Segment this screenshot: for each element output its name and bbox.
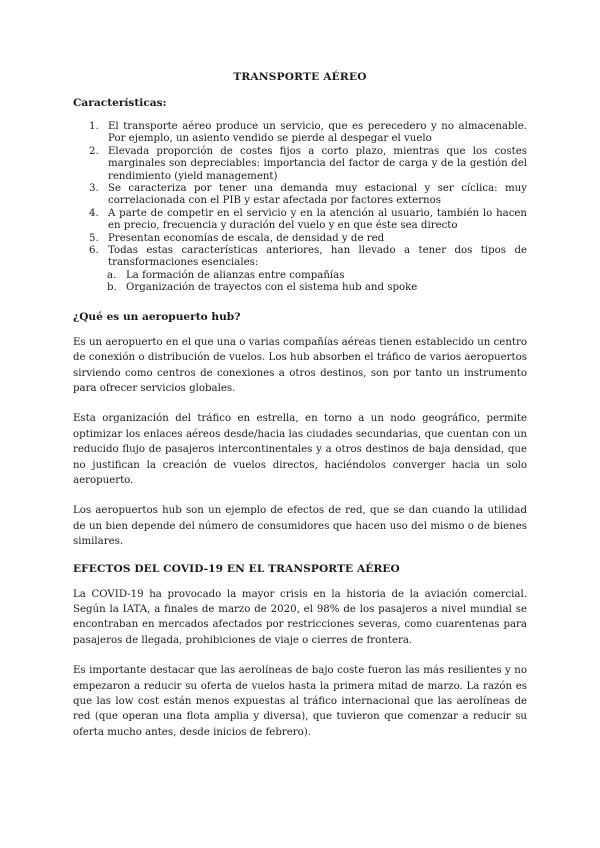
sub-list-item bbox=[73, 270, 527, 282]
list-item bbox=[73, 121, 527, 146]
sub-list-item-text: Organización de trayectos con el sistema hub and spoke bbox=[126, 282, 418, 294]
transformaciones-sublist bbox=[73, 270, 527, 295]
list-item-text: Se caracteriza por tener una demanda muy estacional y ser cíclica: muy correlacionada con el PIB y estar afectada por factores externos bbox=[108, 183, 527, 207]
list-number: 3. bbox=[89, 183, 99, 195]
hub-paragraph-1: Es un aeropuerto en el que una o varias compañías aéreas tienen establecido un centro de conexión o distribución de vuelos. Los hub absorben el tráfico de varios aeropuertos sirviendo como centros de conexiones a otros destinos, son por tanto un instrumento para ofrecer servicios globales. bbox=[73, 336, 527, 394]
document-body bbox=[73, 71, 527, 755]
caracteristicas-list bbox=[73, 121, 527, 295]
list-number: 5. bbox=[89, 232, 99, 244]
covid-paragraph-1: La COVID-19 ha provocado la mayor crisis en la historia de la aviación comercial. Según la IATA, a finales de marzo de 2020, el 98% de los pasajeros a nivel mundial se encontraban en mercados afectados por restricciones severas, como cuarentenas para pasajeros de llegada, prohibiciones de viaje o cierres de frontera. bbox=[73, 588, 527, 646]
list-item bbox=[73, 245, 527, 295]
hub-paragraph-3: Los aeropuertos hub son un ejemplo de efectos de red, que se dan cuando la utilidad de un bien depende del número de consumidores que hacen uso del mismo o de bienes similares. bbox=[73, 505, 527, 548]
list-item bbox=[73, 208, 527, 233]
hub-heading: ¿Qué es un aeropuerto hub? bbox=[73, 310, 241, 323]
list-number: 1. bbox=[89, 121, 99, 132]
list-item bbox=[73, 146, 527, 183]
list-number: 2. bbox=[89, 145, 99, 157]
list-item-text: Elevada proporción de costes fijos a corto plazo, mientras que los costes marginales son depreciables: importancia del factor de carga y de la gestión del rendimiento (yield management) bbox=[108, 145, 527, 182]
list-item-text: Presentan economías de escala, de densidad y de red bbox=[108, 232, 385, 244]
sub-list-letter: b. bbox=[107, 282, 117, 294]
caracteristicas-heading: Características: bbox=[73, 97, 167, 109]
list-number: 6. bbox=[89, 245, 99, 257]
list-item-text: Todas estas características anteriores, han llevado a tener dos tipos de transformaciones esenciales: bbox=[108, 245, 527, 269]
sub-list-item-text: La formación de alianzas entre compañías bbox=[126, 269, 345, 281]
hub-paragraph-2: Esta organización del tráfico en estrella, en torno a un nodo geográfico, permite optimizar los enlaces aéreos desde/hacia las ciudades secundarias, que cuentan con un reducido flujo de pasajeros intercontinentales y a otros destinos de baja densidad, que no justifican la creación de vuelos directos, haciéndolos converger hacia un solo aeropuerto. bbox=[73, 413, 527, 486]
document-title: TRANSPORTE AÉREO bbox=[233, 71, 367, 83]
list-number: 4. bbox=[89, 207, 99, 219]
list-item bbox=[73, 233, 527, 245]
list-item-text: El transporte aéreo produce un servicio, que es perecedero y no almacenable. Por ejemplo, un asiento vendido se pierde al despegar el vuelo bbox=[108, 121, 527, 145]
covid-paragraph-2: Es importante destacar que las aerolíneas de bajo coste fueron las más resilientes y no empezaron a reducir su oferta de vuelos hasta la primera mitad de marzo. La razón es que las low cost están menos expuestas al tráfico internacional que las aerolíneas de red (que operan una flota amplia y diversa), que tuvieron que comenzar a reducir su oferta mucho antes, desde inicios de febrero). bbox=[73, 665, 527, 738]
list-item-text: A parte de competir en el servicio y en la atención al usuario, también lo hacen en precio, frecuencia y duración del vuelo y en que éste sea directo bbox=[108, 207, 527, 232]
list-item bbox=[73, 183, 527, 208]
sub-list-item bbox=[73, 282, 527, 294]
sub-list-letter: a. bbox=[107, 269, 117, 281]
covid-heading: EFECTOS DEL COVID-19 EN EL TRANSPORTE AÉREO bbox=[73, 562, 400, 575]
